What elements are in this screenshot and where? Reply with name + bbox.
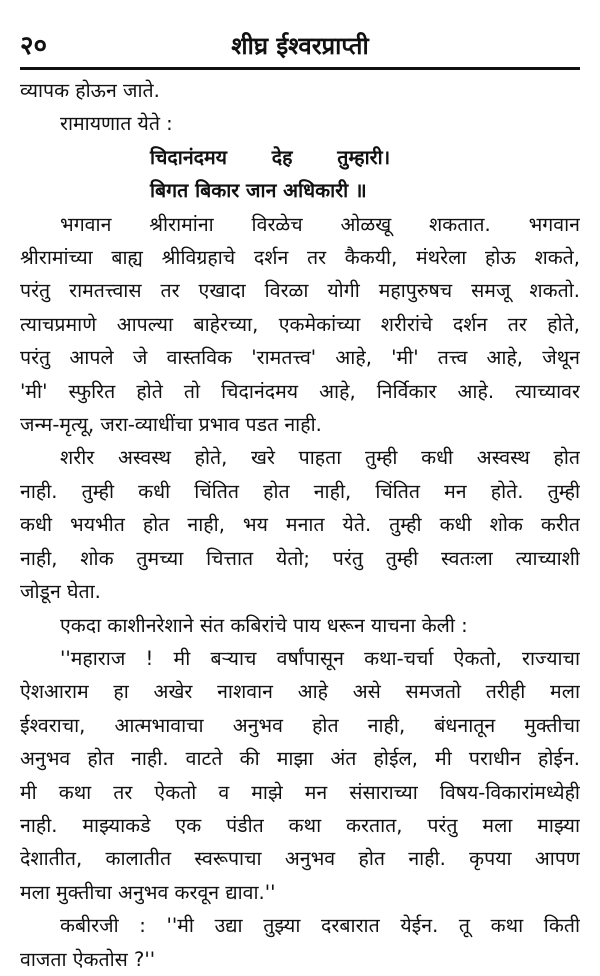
text-line: रामायणात येते : (60, 112, 173, 136)
running-title: शीघ्र ईश्वरप्राप्ती (231, 32, 369, 60)
verse-line: बिगत बिकार जान अधिकारी ॥ (150, 179, 367, 203)
text-line: व्यापक होऊन जाते. (20, 79, 160, 102)
text-line: शरीर अस्वस्थ होते, खरे पाहता तुम्ही कधी अस्वस्थ होत (60, 446, 580, 470)
text-line: कबीरजी : ''मी उद्या तुझ्या दरबारात येईन. तू कथा किती (60, 914, 580, 938)
text-line: देशातीत, कालातीत स्वरूपाचा अनुभव होत नाही. कृपया आपण (20, 847, 580, 871)
verse-line: चिदानंदमय देह तुम्हारी। (150, 145, 391, 169)
text-line: नाही, शोक तुमच्या चित्तात येतो; परंतु तुम्ही स्वतःला त्याच्याशी (20, 546, 580, 570)
page-header (20, 28, 580, 66)
text-line: एकदा काशीनरेशाने संत कबिरांचे पाय धरून याचना केली : (60, 613, 468, 637)
text-line: 'मी' स्फुरित होते तो चिदानंदमय आहे, निर्विकार आहे. त्याच्यावर (20, 379, 580, 403)
text-line: त्याचप्रमाणे आपल्या बाहेरच्या, एकमेकांच्या शरीरांचे दर्शन तर होते, (20, 312, 580, 336)
page-number: २० (20, 31, 48, 61)
text-line: मला मुक्तीचा अनुभव करवून द्यावा.'' (20, 880, 276, 904)
text-line: जन्म-मृत्यू, जरा-व्याधींचा प्रभाव पडत नाही. (20, 413, 322, 437)
text-line: नाही. माझ्याकडे एक पंडीत कथा करतात, परंतु मला माझ्या (20, 813, 580, 837)
text-line: परंतु आपले जे वास्तविक 'रामतत्त्व' आहे, 'मी' तत्त्व आहे, जेथून (20, 346, 580, 370)
text-line: कधी भयभीत होत नाही, भय मनात येते. तुम्ही कधी शोक करीत (20, 513, 580, 537)
text-line: अनुभव होत नाही. वाटते की माझा अंत होईल, मी पराधीन होईन. (20, 747, 580, 771)
text-line: जोडून घेता. (20, 580, 101, 604)
text-line: नाही. तुम्ही कधी चिंतित होत नाही, चिंतित मन होते. तुम्ही (20, 479, 580, 503)
text-line: ''महाराज ! मी बऱ्याच वर्षांपासून कथा-चर्चा ऐकतो, राज्याचा (60, 646, 580, 670)
text-line: वाजता ऐकतोस ?'' (20, 947, 156, 971)
text-line: मी कथा तर ऐकतो व माझे मन संसाराच्या विषय-विकारांमध्येही (20, 780, 580, 804)
header-rule (20, 67, 580, 70)
text-line: ईश्वराचा, आत्मभावाचा अनुभव होत नाही, बंधनातून मुक्तीचा (20, 713, 580, 737)
text-line: श्रीरामांच्या बाह्य श्रीविग्रहाचे दर्शन तर कैकयी, मंथरेला होऊ शकते, (20, 246, 580, 270)
body-text (20, 74, 580, 976)
text-line: ऐशआराम हा अखेर नाशवान आहे असे समजतो तरीही मला (20, 680, 580, 704)
text-line: परंतु रामतत्त्वास तर एखादा विरळा योगी महापुरुषच समजू शकतो. (20, 279, 580, 303)
text-line: भगवान श्रीरामांना विरळेच ओळखू शकतात. भगवान (60, 212, 580, 236)
